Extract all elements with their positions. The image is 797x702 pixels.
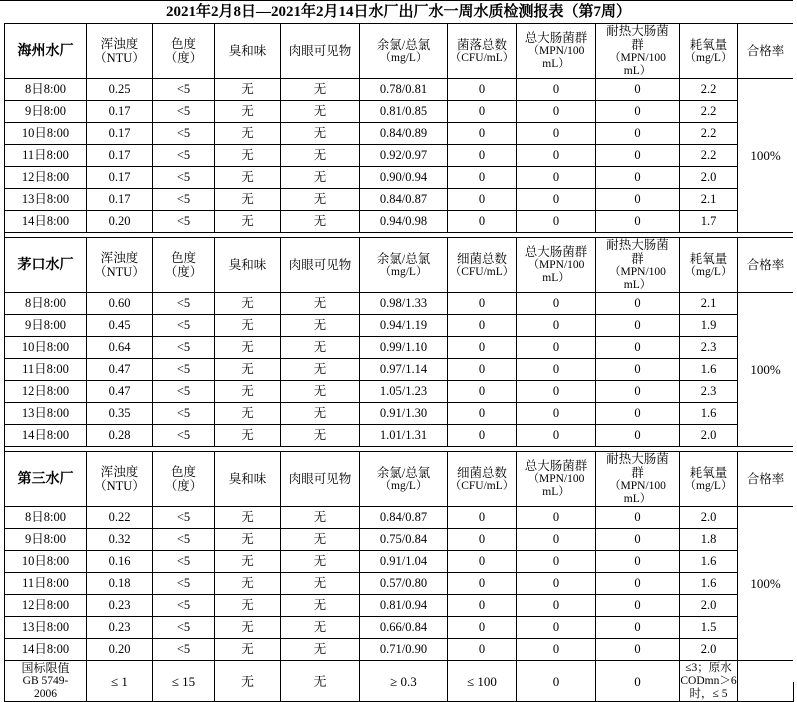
standard-label: 国标限值 GB 5749- 2006 bbox=[5, 661, 87, 702]
cell-turbidity: 0.18 bbox=[87, 573, 153, 595]
cell-odor: 无 bbox=[215, 189, 281, 211]
cell-cod: 2.0 bbox=[680, 425, 738, 447]
row-time: 8日8:00 bbox=[5, 79, 87, 101]
cell-thermo: 0 bbox=[596, 315, 680, 337]
row-time: 8日8:00 bbox=[5, 293, 87, 315]
cell-odor: 无 bbox=[215, 79, 281, 101]
cell-chlorine: 0.91/1.04 bbox=[360, 551, 448, 573]
column-header-cod: 耗氧量 （mg/L） bbox=[680, 24, 738, 79]
cell-thermo: 0 bbox=[596, 359, 680, 381]
cell-cod: 2.1 bbox=[680, 293, 738, 315]
row-time: 12日8:00 bbox=[5, 381, 87, 403]
table-row bbox=[5, 529, 794, 551]
cell-chlorine: 0.92/0.97 bbox=[360, 145, 448, 167]
cell-chroma: <5 bbox=[153, 101, 215, 123]
table-row bbox=[5, 337, 794, 359]
cell-chroma: <5 bbox=[153, 425, 215, 447]
cell-visible: 无 bbox=[281, 573, 360, 595]
cell-coliform: 0 bbox=[517, 123, 596, 145]
table-row bbox=[5, 617, 794, 639]
cell-cod: 2.2 bbox=[680, 123, 738, 145]
table-row bbox=[5, 403, 794, 425]
column-header-cod: 耗氧量 （mg/L） bbox=[680, 238, 738, 293]
table-row bbox=[5, 293, 794, 315]
column-header-chroma: 色度 （度） bbox=[153, 452, 215, 507]
cell-thermo: 0 bbox=[596, 79, 680, 101]
cell-thermo: 0 bbox=[596, 211, 680, 233]
row-time: 13日8:00 bbox=[5, 403, 87, 425]
row-time: 10日8:00 bbox=[5, 551, 87, 573]
cell-thermo: 0 bbox=[596, 145, 680, 167]
cell-turbidity: 0.23 bbox=[87, 595, 153, 617]
cell-cod: 1.6 bbox=[680, 573, 738, 595]
cell-odor: 无 bbox=[215, 529, 281, 551]
column-header-coliform: 总大肠菌群 （MPN/100 mL） bbox=[517, 452, 596, 507]
cell-visible: 无 bbox=[281, 551, 360, 573]
cell-pass-rate: 100% bbox=[738, 507, 794, 661]
cell-chlorine: 0.97/1.14 bbox=[360, 359, 448, 381]
column-header-turbidity: 浑浊度 （NTU） bbox=[87, 24, 153, 79]
cell-coliform: 0 bbox=[517, 595, 596, 617]
cell-thermo: 0 bbox=[596, 529, 680, 551]
cell-bacteria: 0 bbox=[448, 617, 517, 639]
cell-cod: 2.2 bbox=[680, 145, 738, 167]
plant-name: 海州水厂 bbox=[5, 24, 87, 79]
cell-odor: 无 bbox=[215, 359, 281, 381]
cell-coliform: 0 bbox=[517, 189, 596, 211]
table-row bbox=[5, 507, 794, 529]
cell-turbidity: 0.17 bbox=[87, 167, 153, 189]
plant-name: 第三水厂 bbox=[5, 452, 87, 507]
standard-chroma: ≤ 15 bbox=[153, 661, 215, 702]
cell-coliform: 0 bbox=[517, 617, 596, 639]
row-time: 9日8:00 bbox=[5, 101, 87, 123]
cell-cod: 2.0 bbox=[680, 595, 738, 617]
cell-coliform: 0 bbox=[517, 359, 596, 381]
cell-cod: 1.5 bbox=[680, 617, 738, 639]
column-header-thermo-coliform: 耐热大肠菌 群 （MPN/100 mL） bbox=[596, 24, 680, 79]
cell-chroma: <5 bbox=[153, 167, 215, 189]
cell-turbidity: 0.20 bbox=[87, 211, 153, 233]
cell-visible: 无 bbox=[281, 639, 360, 661]
cell-visible: 无 bbox=[281, 507, 360, 529]
cell-thermo: 0 bbox=[596, 573, 680, 595]
cell-cod: 1.6 bbox=[680, 551, 738, 573]
cell-turbidity: 0.17 bbox=[87, 189, 153, 211]
cell-thermo: 0 bbox=[596, 551, 680, 573]
table-row bbox=[5, 381, 794, 403]
cell-visible: 无 bbox=[281, 529, 360, 551]
column-header-visible: 肉眼可见物 bbox=[281, 452, 360, 507]
row-time: 9日8:00 bbox=[5, 315, 87, 337]
cell-turbidity: 0.17 bbox=[87, 145, 153, 167]
cell-bacteria: 0 bbox=[448, 507, 517, 529]
cell-turbidity: 0.35 bbox=[87, 403, 153, 425]
cell-coliform: 0 bbox=[517, 337, 596, 359]
row-time: 12日8:00 bbox=[5, 595, 87, 617]
column-header-chlorine: 余氯/总氯 （mg/L） bbox=[360, 452, 448, 507]
cell-bacteria: 0 bbox=[448, 167, 517, 189]
standard-limits-row bbox=[5, 661, 794, 702]
cell-chroma: <5 bbox=[153, 529, 215, 551]
standard-coliform: 0 bbox=[517, 661, 596, 702]
cell-cod: 2.3 bbox=[680, 381, 738, 403]
row-time: 13日8:00 bbox=[5, 617, 87, 639]
cell-cod: 2.1 bbox=[680, 189, 738, 211]
cell-visible: 无 bbox=[281, 359, 360, 381]
column-header-chlorine: 余氯/总氯 （mg/L） bbox=[360, 24, 448, 79]
cell-chlorine: 0.81/0.94 bbox=[360, 595, 448, 617]
column-header-visible: 肉眼可见物 bbox=[281, 24, 360, 79]
cell-visible: 无 bbox=[281, 123, 360, 145]
table-row bbox=[5, 211, 794, 233]
cell-chlorine: 0.57/0.80 bbox=[360, 573, 448, 595]
cell-coliform: 0 bbox=[517, 639, 596, 661]
cell-turbidity: 0.47 bbox=[87, 381, 153, 403]
cell-cod: 2.0 bbox=[680, 507, 738, 529]
page-top-rule bbox=[0, 0, 797, 1]
water-quality-report-table bbox=[4, 23, 794, 702]
cell-visible: 无 bbox=[281, 189, 360, 211]
column-header-chroma: 色度 （度） bbox=[153, 24, 215, 79]
cell-visible: 无 bbox=[281, 617, 360, 639]
cell-thermo: 0 bbox=[596, 639, 680, 661]
cell-coliform: 0 bbox=[517, 507, 596, 529]
cell-chroma: <5 bbox=[153, 617, 215, 639]
cell-odor: 无 bbox=[215, 617, 281, 639]
cell-odor: 无 bbox=[215, 101, 281, 123]
cell-visible: 无 bbox=[281, 79, 360, 101]
cell-thermo: 0 bbox=[596, 425, 680, 447]
column-header-bacteria: 细菌总数 （CFU/mL） bbox=[448, 452, 517, 507]
cell-chlorine: 0.91/1.30 bbox=[360, 403, 448, 425]
cell-thermo: 0 bbox=[596, 123, 680, 145]
page-right-margin bbox=[793, 0, 797, 682]
cell-bacteria: 0 bbox=[448, 337, 517, 359]
column-header-odor: 臭和味 bbox=[215, 452, 281, 507]
table-row bbox=[5, 639, 794, 661]
row-time: 9日8:00 bbox=[5, 529, 87, 551]
cell-chroma: <5 bbox=[153, 211, 215, 233]
table-row bbox=[5, 595, 794, 617]
cell-bacteria: 0 bbox=[448, 425, 517, 447]
cell-chroma: <5 bbox=[153, 381, 215, 403]
cell-chroma: <5 bbox=[153, 403, 215, 425]
cell-cod: 2.3 bbox=[680, 337, 738, 359]
cell-thermo: 0 bbox=[596, 507, 680, 529]
cell-odor: 无 bbox=[215, 403, 281, 425]
cell-thermo: 0 bbox=[596, 189, 680, 211]
cell-chroma: <5 bbox=[153, 573, 215, 595]
column-header-odor: 臭和味 bbox=[215, 238, 281, 293]
cell-bacteria: 0 bbox=[448, 145, 517, 167]
cell-chroma: <5 bbox=[153, 359, 215, 381]
column-header-rate: 合格率 bbox=[738, 24, 794, 79]
cell-bacteria: 0 bbox=[448, 293, 517, 315]
cell-odor: 无 bbox=[215, 639, 281, 661]
cell-odor: 无 bbox=[215, 507, 281, 529]
table-header-row bbox=[5, 452, 794, 507]
table-row bbox=[5, 145, 794, 167]
cell-cod: 1.7 bbox=[680, 211, 738, 233]
row-time: 11日8:00 bbox=[5, 145, 87, 167]
cell-odor: 无 bbox=[215, 145, 281, 167]
cell-bacteria: 0 bbox=[448, 101, 517, 123]
cell-turbidity: 0.28 bbox=[87, 425, 153, 447]
cell-chroma: <5 bbox=[153, 79, 215, 101]
standard-bacteria: ≤ 100 bbox=[448, 661, 517, 702]
cell-bacteria: 0 bbox=[448, 403, 517, 425]
cell-thermo: 0 bbox=[596, 595, 680, 617]
cell-visible: 无 bbox=[281, 101, 360, 123]
cell-cod: 1.6 bbox=[680, 403, 738, 425]
cell-odor: 无 bbox=[215, 315, 281, 337]
cell-odor: 无 bbox=[215, 123, 281, 145]
cell-bacteria: 0 bbox=[448, 573, 517, 595]
cell-turbidity: 0.64 bbox=[87, 337, 153, 359]
cell-turbidity: 0.16 bbox=[87, 551, 153, 573]
column-header-thermo-coliform: 耐热大肠菌 群 （MPN/100 mL） bbox=[596, 238, 680, 293]
cell-thermo: 0 bbox=[596, 381, 680, 403]
cell-visible: 无 bbox=[281, 145, 360, 167]
cell-chlorine: 0.94/0.98 bbox=[360, 211, 448, 233]
cell-pass-rate: 100% bbox=[738, 79, 794, 233]
column-header-coliform: 总大肠菌群 （MPN/100 mL） bbox=[517, 24, 596, 79]
cell-coliform: 0 bbox=[517, 315, 596, 337]
cell-coliform: 0 bbox=[517, 167, 596, 189]
table-row bbox=[5, 315, 794, 337]
cell-turbidity: 0.47 bbox=[87, 359, 153, 381]
cell-coliform: 0 bbox=[517, 381, 596, 403]
cell-chlorine: 0.84/0.89 bbox=[360, 123, 448, 145]
row-time: 11日8:00 bbox=[5, 573, 87, 595]
cell-coliform: 0 bbox=[517, 79, 596, 101]
cell-turbidity: 0.17 bbox=[87, 101, 153, 123]
cell-chroma: <5 bbox=[153, 337, 215, 359]
column-header-chroma: 色度 （度） bbox=[153, 238, 215, 293]
cell-coliform: 0 bbox=[517, 425, 596, 447]
standard-turbidity: ≤ 1 bbox=[87, 661, 153, 702]
cell-chroma: <5 bbox=[153, 551, 215, 573]
row-time: 10日8:00 bbox=[5, 123, 87, 145]
cell-thermo: 0 bbox=[596, 101, 680, 123]
standard-visible: 无 bbox=[281, 661, 360, 702]
table-row bbox=[5, 551, 794, 573]
standard-thermo: 0 bbox=[596, 661, 680, 702]
row-time: 8日8:00 bbox=[5, 507, 87, 529]
cell-chlorine: 0.99/1.10 bbox=[360, 337, 448, 359]
cell-bacteria: 0 bbox=[448, 79, 517, 101]
cell-turbidity: 0.25 bbox=[87, 79, 153, 101]
row-time: 14日8:00 bbox=[5, 425, 87, 447]
column-header-turbidity: 浑浊度 （NTU） bbox=[87, 238, 153, 293]
cell-visible: 无 bbox=[281, 315, 360, 337]
cell-chlorine: 0.90/0.94 bbox=[360, 167, 448, 189]
standard-chlorine: ≥ 0.3 bbox=[360, 661, 448, 702]
column-header-bacteria: 菌落总数 （CFU/mL） bbox=[448, 24, 517, 79]
column-header-thermo-coliform: 耐热大肠菌 群 （MPN/100 mL） bbox=[596, 452, 680, 507]
column-header-odor: 臭和味 bbox=[215, 24, 281, 79]
row-time: 14日8:00 bbox=[5, 211, 87, 233]
cell-coliform: 0 bbox=[517, 293, 596, 315]
standard-cod: ≤3；原水 CODmn＞6 时，≤ 5 bbox=[680, 661, 737, 700]
cell-cod: 2.2 bbox=[680, 101, 738, 123]
cell-cod: 1.9 bbox=[680, 315, 738, 337]
cell-odor: 无 bbox=[215, 293, 281, 315]
cell-bacteria: 0 bbox=[448, 123, 517, 145]
cell-visible: 无 bbox=[281, 167, 360, 189]
table-row bbox=[5, 167, 794, 189]
table-header-row bbox=[5, 24, 794, 79]
cell-coliform: 0 bbox=[517, 573, 596, 595]
cell-thermo: 0 bbox=[596, 403, 680, 425]
cell-thermo: 0 bbox=[596, 293, 680, 315]
cell-visible: 无 bbox=[281, 293, 360, 315]
column-header-visible: 肉眼可见物 bbox=[281, 238, 360, 293]
cell-pass-rate: 100% bbox=[738, 293, 794, 447]
table-row bbox=[5, 189, 794, 211]
cell-turbidity: 0.17 bbox=[87, 123, 153, 145]
cell-cod: 1.8 bbox=[680, 529, 738, 551]
cell-cod: 2.2 bbox=[680, 79, 738, 101]
cell-bacteria: 0 bbox=[448, 315, 517, 337]
cell-turbidity: 0.60 bbox=[87, 293, 153, 315]
cell-turbidity: 0.20 bbox=[87, 639, 153, 661]
column-header-rate: 合格率 bbox=[738, 452, 794, 507]
cell-cod: 2.0 bbox=[680, 167, 738, 189]
table-row bbox=[5, 359, 794, 381]
column-header-bacteria: 细菌总数 （CFU/mL） bbox=[448, 238, 517, 293]
cell-coliform: 0 bbox=[517, 101, 596, 123]
column-header-turbidity: 浑浊度 （NTU） bbox=[87, 452, 153, 507]
table-header-row bbox=[5, 238, 794, 293]
cell-odor: 无 bbox=[215, 425, 281, 447]
standard-odor: 无 bbox=[215, 661, 281, 702]
standard-rate bbox=[738, 661, 794, 702]
cell-cod: 2.0 bbox=[680, 639, 738, 661]
cell-thermo: 0 bbox=[596, 617, 680, 639]
cell-odor: 无 bbox=[215, 551, 281, 573]
column-header-coliform: 总大肠菌群 （MPN/100 mL） bbox=[517, 238, 596, 293]
cell-visible: 无 bbox=[281, 337, 360, 359]
column-header-chlorine: 余氯/总氯 （mg/L） bbox=[360, 238, 448, 293]
cell-odor: 无 bbox=[215, 211, 281, 233]
cell-bacteria: 0 bbox=[448, 639, 517, 661]
cell-chroma: <5 bbox=[153, 595, 215, 617]
cell-visible: 无 bbox=[281, 425, 360, 447]
cell-chlorine: 0.66/0.84 bbox=[360, 617, 448, 639]
cell-visible: 无 bbox=[281, 211, 360, 233]
table-row bbox=[5, 101, 794, 123]
cell-chroma: <5 bbox=[153, 293, 215, 315]
cell-bacteria: 0 bbox=[448, 529, 517, 551]
cell-chroma: <5 bbox=[153, 639, 215, 661]
cell-bacteria: 0 bbox=[448, 211, 517, 233]
cell-turbidity: 0.22 bbox=[87, 507, 153, 529]
cell-bacteria: 0 bbox=[448, 551, 517, 573]
cell-odor: 无 bbox=[215, 573, 281, 595]
cell-thermo: 0 bbox=[596, 337, 680, 359]
cell-odor: 无 bbox=[215, 167, 281, 189]
table-row bbox=[5, 573, 794, 595]
cell-coliform: 0 bbox=[517, 551, 596, 573]
cell-odor: 无 bbox=[215, 381, 281, 403]
cell-chlorine: 0.78/0.81 bbox=[360, 79, 448, 101]
cell-chlorine: 0.71/0.90 bbox=[360, 639, 448, 661]
cell-chlorine: 0.84/0.87 bbox=[360, 507, 448, 529]
cell-chroma: <5 bbox=[153, 123, 215, 145]
cell-chlorine: 0.75/0.84 bbox=[360, 529, 448, 551]
cell-visible: 无 bbox=[281, 403, 360, 425]
row-time: 11日8:00 bbox=[5, 359, 87, 381]
cell-turbidity: 0.45 bbox=[87, 315, 153, 337]
table-row bbox=[5, 79, 794, 101]
column-header-rate: 合格率 bbox=[738, 238, 794, 293]
cell-bacteria: 0 bbox=[448, 359, 517, 381]
cell-chlorine: 0.81/0.85 bbox=[360, 101, 448, 123]
row-time: 12日8:00 bbox=[5, 167, 87, 189]
cell-turbidity: 0.32 bbox=[87, 529, 153, 551]
page-title: 2021年2月8日—2021年2月14日水厂出厂水一周水质检测报表（第7周） bbox=[165, 4, 631, 20]
cell-visible: 无 bbox=[281, 381, 360, 403]
row-time: 13日8:00 bbox=[5, 189, 87, 211]
cell-chroma: <5 bbox=[153, 189, 215, 211]
cell-coliform: 0 bbox=[517, 211, 596, 233]
cell-turbidity: 0.23 bbox=[87, 617, 153, 639]
cell-chlorine: 0.94/1.19 bbox=[360, 315, 448, 337]
cell-coliform: 0 bbox=[517, 145, 596, 167]
row-time: 14日8:00 bbox=[5, 639, 87, 661]
column-header-cod: 耗氧量 （mg/L） bbox=[680, 452, 738, 507]
table-row bbox=[5, 425, 794, 447]
cell-bacteria: 0 bbox=[448, 595, 517, 617]
cell-chroma: <5 bbox=[153, 315, 215, 337]
cell-chroma: <5 bbox=[153, 507, 215, 529]
table-row bbox=[5, 123, 794, 145]
cell-odor: 无 bbox=[215, 337, 281, 359]
cell-odor: 无 bbox=[215, 595, 281, 617]
row-time: 10日8:00 bbox=[5, 337, 87, 359]
plant-name: 茅口水厂 bbox=[5, 238, 87, 293]
cell-cod: 1.6 bbox=[680, 359, 738, 381]
cell-bacteria: 0 bbox=[448, 381, 517, 403]
cell-chlorine: 1.01/1.31 bbox=[360, 425, 448, 447]
cell-chroma: <5 bbox=[153, 145, 215, 167]
cell-coliform: 0 bbox=[517, 403, 596, 425]
cell-chlorine: 0.84/0.87 bbox=[360, 189, 448, 211]
cell-chlorine: 1.05/1.23 bbox=[360, 381, 448, 403]
cell-thermo: 0 bbox=[596, 167, 680, 189]
cell-coliform: 0 bbox=[517, 529, 596, 551]
cell-visible: 无 bbox=[281, 595, 360, 617]
cell-chlorine: 0.98/1.33 bbox=[360, 293, 448, 315]
cell-bacteria: 0 bbox=[448, 189, 517, 211]
